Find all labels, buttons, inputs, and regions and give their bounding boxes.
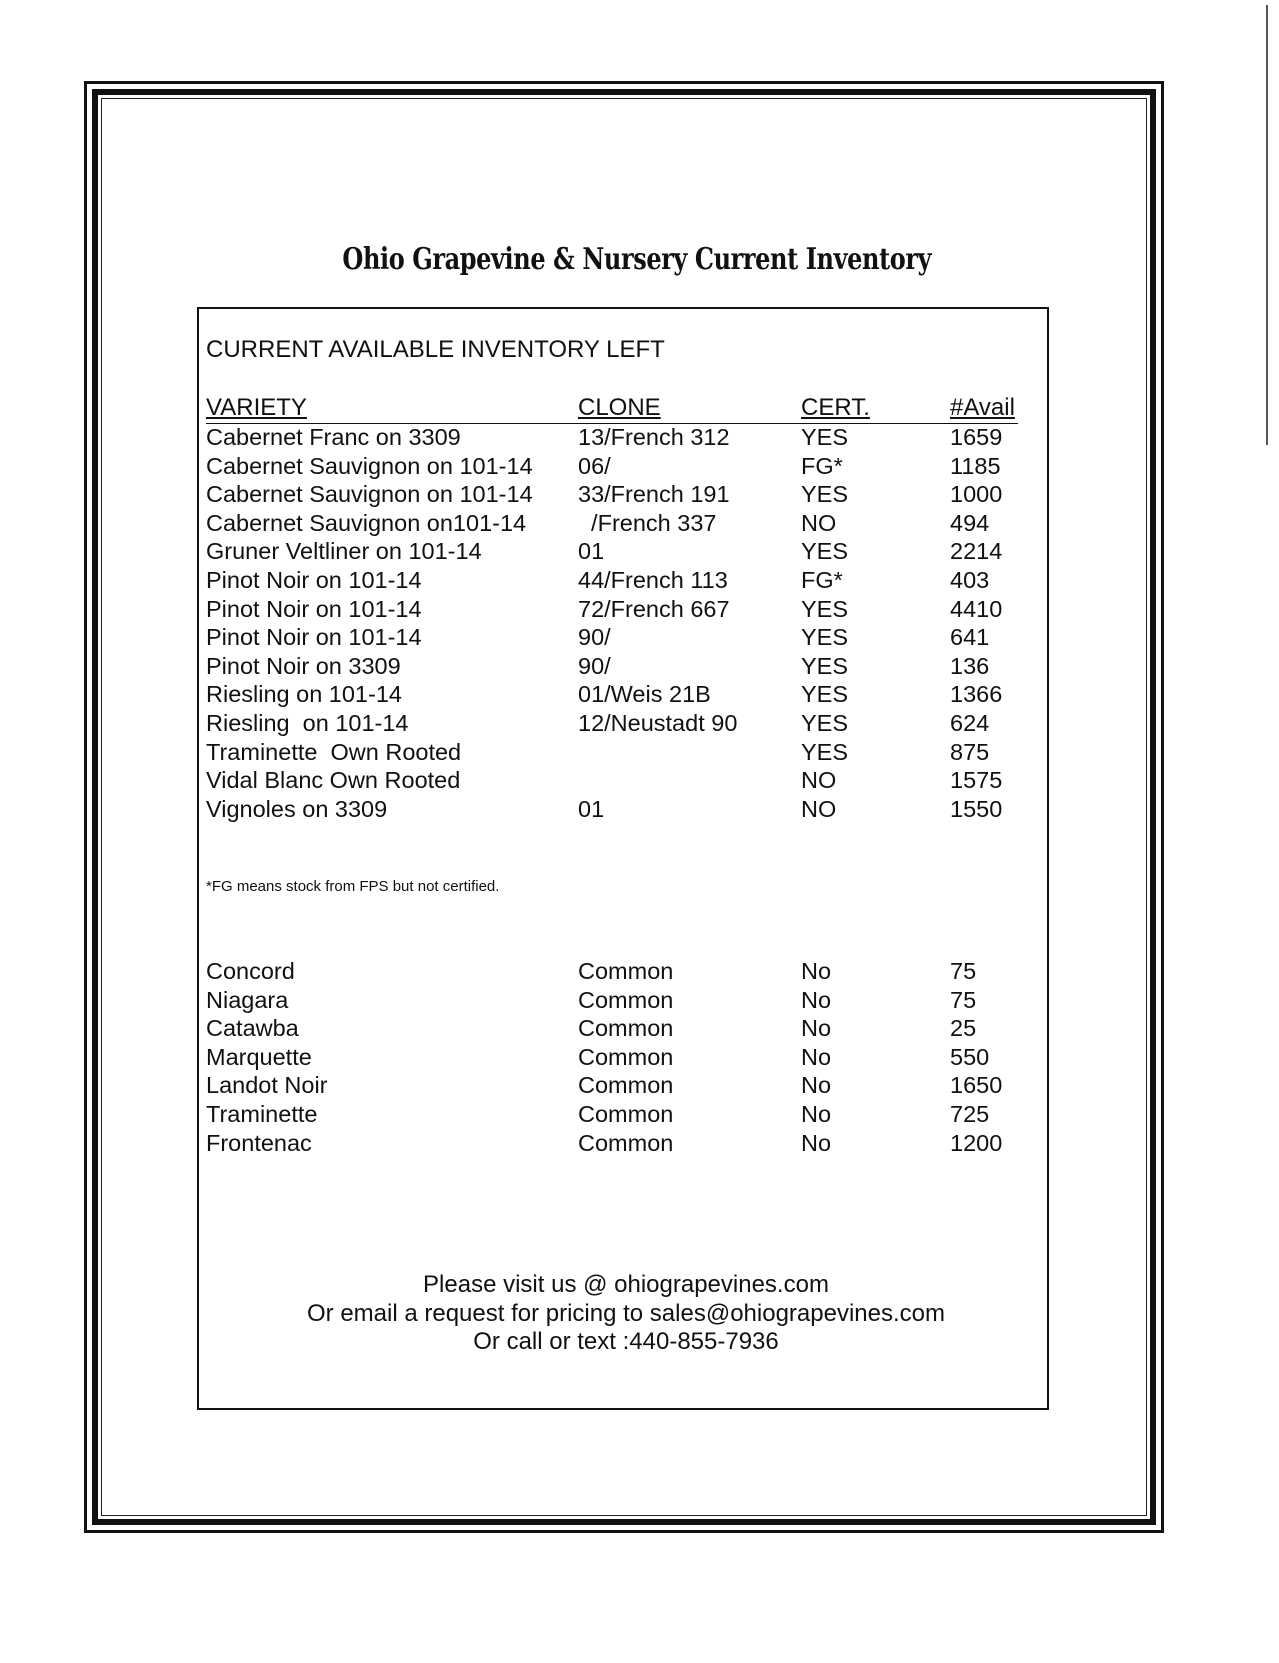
clone-cell: /French 337 <box>578 509 717 536</box>
clone-cell: Common <box>578 986 674 1013</box>
clone-cell: 33/French 191 <box>578 481 730 508</box>
contact-email: Or email a request for pricing to sales@ohiograpevines.com <box>307 1300 945 1327</box>
cert-cell: No <box>801 958 832 984</box>
avail-cell: 624 <box>950 710 990 736</box>
avail-cell: 550 <box>950 1043 990 1070</box>
variety-cell: Cabernet Sauvignon on 101-14 <box>206 481 533 508</box>
avail-cell: 136 <box>950 652 990 679</box>
clone-cell: 01/Weis 21B <box>578 681 711 708</box>
variety-cell: Riesling on 101-14 <box>206 710 409 736</box>
table-row <box>0 567 1279 595</box>
clone-cell: Common <box>578 1015 674 1042</box>
table-row <box>0 1101 1279 1129</box>
avail-cell: 2214 <box>950 538 1003 565</box>
variety-cell: Pinot Noir on 101-14 <box>206 624 422 651</box>
variety-cell: Pinot Noir on 101-14 <box>206 595 422 622</box>
page-title: Ohio Grapevine & Nursery Current Inventory <box>342 242 932 277</box>
variety-cell: Gruner Veltliner on 101-14 <box>206 538 482 565</box>
clone-cell: 01 <box>578 538 605 565</box>
variety-cell: Landot Noir <box>206 1072 328 1099</box>
cert-cell: YES <box>801 624 849 651</box>
avail-cell: 1659 <box>950 424 1003 450</box>
variety-cell: Catawba <box>206 1015 299 1042</box>
avail-cell: 75 <box>950 958 977 984</box>
cert-cell: FG* <box>801 452 843 479</box>
clone-cell: 44/French 113 <box>578 567 728 593</box>
table-row <box>0 987 1279 1015</box>
scan-edge-mark <box>1266 5 1268 445</box>
variety-cell: Traminette Own Rooted <box>206 738 462 765</box>
clone-cell: 06/ <box>578 452 611 479</box>
table-row <box>0 538 1279 566</box>
clone-cell: 90/ <box>578 652 611 679</box>
table-row <box>0 958 1279 986</box>
column-header-cert: CERT. <box>801 394 870 421</box>
avail-cell: 725 <box>950 1101 990 1127</box>
variety-cell: Concord <box>206 958 295 984</box>
cert-cell: YES <box>801 424 849 450</box>
avail-cell: 494 <box>950 509 990 536</box>
avail-cell: 4410 <box>950 595 1003 622</box>
cert-cell: No <box>801 1072 832 1099</box>
avail-cell: 1650 <box>950 1072 1003 1099</box>
variety-cell: Cabernet Sauvignon on 101-14 <box>206 452 533 479</box>
clone-cell: 01 <box>578 795 605 822</box>
cert-cell: YES <box>801 538 849 565</box>
table-row <box>0 1044 1279 1072</box>
avail-cell: 1185 <box>950 452 1001 479</box>
cert-cell: No <box>801 986 832 1013</box>
variety-cell: Marquette <box>206 1043 312 1070</box>
variety-cell: Pinot Noir on 3309 <box>206 652 401 679</box>
clone-cell: Common <box>578 958 674 984</box>
clone-cell: 72/French 667 <box>578 595 730 622</box>
table-row <box>0 1015 1279 1043</box>
table-row <box>0 1072 1279 1100</box>
avail-cell: 1550 <box>950 795 1003 822</box>
cert-cell: YES <box>801 652 849 679</box>
table-row <box>0 453 1279 481</box>
table-row <box>0 624 1279 652</box>
table-row <box>0 796 1279 824</box>
table-row <box>0 739 1279 767</box>
clone-cell: 13/French 312 <box>578 424 730 450</box>
table-row <box>0 681 1279 709</box>
table-row <box>0 424 1279 452</box>
contact-website: Please visit us @ ohiograpevines.com <box>423 1271 829 1298</box>
variety-cell: Vidal Blanc Own Rooted <box>206 767 461 794</box>
cert-cell: YES <box>801 738 849 765</box>
cert-cell: YES <box>801 710 849 736</box>
cert-cell: NO <box>801 509 837 536</box>
cert-cell: YES <box>801 481 849 508</box>
avail-cell: 75 <box>950 986 977 1013</box>
cert-cell: FG* <box>801 567 843 593</box>
table-row <box>0 653 1279 681</box>
contact-phone: Or call or text :440-855-7936 <box>473 1328 779 1355</box>
cert-cell: No <box>801 1015 832 1042</box>
avail-cell: 1200 <box>950 1129 1003 1156</box>
avail-cell: 403 <box>950 567 990 593</box>
table-row <box>0 481 1279 509</box>
variety-cell: Cabernet Sauvignon on101-14 <box>206 509 527 536</box>
variety-cell: Pinot Noir on 101-14 <box>206 567 422 593</box>
avail-cell: 25 <box>950 1015 977 1042</box>
clone-cell: 90/ <box>578 624 611 651</box>
avail-cell: 1366 <box>950 681 1003 708</box>
cert-cell: No <box>801 1101 832 1127</box>
avail-cell: 1000 <box>950 481 1003 508</box>
cert-cell: YES <box>801 681 849 708</box>
cert-cell: NO <box>801 795 837 822</box>
variety-cell: Frontenac <box>206 1129 312 1156</box>
cert-cell: No <box>801 1043 832 1070</box>
cert-cell: NO <box>801 767 837 794</box>
variety-cell: Niagara <box>206 986 289 1013</box>
avail-cell: 875 <box>950 738 990 765</box>
column-header-clone: CLONE <box>578 394 661 421</box>
table-row <box>0 767 1279 795</box>
table-row <box>0 710 1279 738</box>
avail-cell: 1575 <box>950 767 1003 794</box>
variety-cell: Vignoles on 3309 <box>206 795 388 822</box>
table-row <box>0 510 1279 538</box>
column-header-avail: #Avail <box>950 394 1015 421</box>
footnote: *FG means stock from FPS but not certified. <box>206 878 500 895</box>
clone-cell: Common <box>578 1072 674 1099</box>
avail-cell: 641 <box>950 624 990 651</box>
cert-cell: YES <box>801 595 849 622</box>
clone-cell: Common <box>578 1129 674 1156</box>
cert-cell: No <box>801 1129 832 1156</box>
table-row <box>0 1130 1279 1158</box>
variety-cell: Riesling on 101-14 <box>206 681 402 708</box>
clone-cell: 12/Neustadt 90 <box>578 710 738 736</box>
variety-cell: Traminette <box>206 1101 318 1127</box>
clone-cell: Common <box>578 1101 674 1127</box>
table-row <box>0 596 1279 624</box>
clone-cell: Common <box>578 1043 674 1070</box>
variety-cell: Cabernet Franc on 3309 <box>206 424 461 450</box>
inventory-subheading: CURRENT AVAILABLE INVENTORY LEFT <box>206 336 665 363</box>
column-header-variety: VARIETY <box>206 394 307 421</box>
